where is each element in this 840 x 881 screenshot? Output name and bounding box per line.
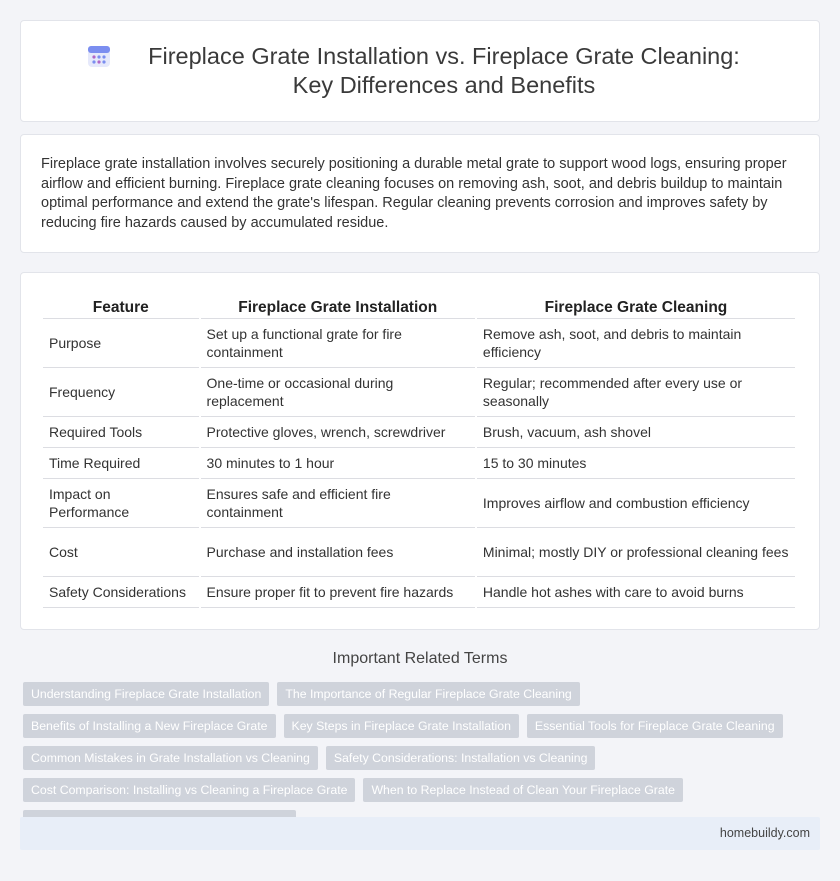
table-header-row [43,295,795,319]
page-title: Fireplace Grate Installation vs. Fireplace Grate Cleaning: Key Differences and Benefits [148,43,740,98]
related-terms-title: Important Related Terms [332,650,508,667]
row-installation: Ensures safe and efficient fire containment [201,479,475,528]
related-term-link[interactable]: Cost Comparison: Installing vs Cleaning a Fireplace Grate [23,778,355,802]
row-installation: Set up a functional grate for fire containment [201,319,475,368]
row-feature: Cost [43,528,199,577]
related-term-link[interactable]: Common Mistakes in Grate Installation vs Cleaning [23,746,318,770]
row-feature: Time Required [43,448,199,479]
row-installation: Protective gloves, wrench, screwdriver [201,417,475,448]
header-installation: Fireplace Grate Installation [201,295,475,319]
table-row [43,577,795,608]
table-row [43,368,795,417]
calendar-icon [86,43,112,69]
row-installation: Purchase and installation fees [201,528,475,577]
footer-site-name: homebuildy.com [719,826,810,840]
intro-card [20,134,820,253]
table-row [43,528,795,577]
header-cleaning: Fireplace Grate Cleaning [477,295,795,319]
row-installation: 30 minutes to 1 hour [201,448,475,479]
comparison-table-card [20,272,820,630]
row-feature: Safety Considerations [43,577,199,608]
row-installation: One-time or occasional during replacement [201,368,475,417]
related-term-link[interactable]: When to Replace Instead of Clean Your Fireplace Grate [363,778,683,802]
related-term-link[interactable]: The Importance of Regular Fireplace Grate Cleaning [277,682,579,706]
related-term-link[interactable]: Safety Considerations: Installation vs Cleaning [326,746,596,770]
header-card [20,20,820,122]
header-feature: Feature [43,295,199,319]
table-row [43,448,795,479]
footer [20,817,820,850]
table-row [43,479,795,528]
row-cleaning: Improves airflow and combustion efficiency [477,479,795,528]
related-terms-list [23,682,823,834]
row-cleaning: 15 to 30 minutes [477,448,795,479]
row-feature: Impact on Performance [43,479,199,528]
row-feature: Purpose [43,319,199,368]
row-cleaning: Brush, vacuum, ash shovel [477,417,795,448]
related-term-link[interactable]: Benefits of Installing a New Fireplace Grate [23,714,276,738]
intro-paragraph: Fireplace grate installation involves securely positioning a durable metal grate to support wood logs, ensuring proper airflow and efficient burning. Fireplace grate cleaning focuses on removing ash, soot, and debris buildup to maintain optimal performance and extend the grate's lifespan. Regular cleaning prevents corrosion and improves safety by reducing fire hazards caused by accumulated residue. [41,156,787,231]
row-feature: Frequency [43,368,199,417]
row-cleaning: Handle hot ashes with care to avoid burns [477,577,795,608]
row-cleaning: Remove ash, soot, and debris to maintain efficiency [477,319,795,368]
row-feature: Required Tools [43,417,199,448]
row-installation: Ensure proper fit to prevent fire hazards [201,577,475,608]
table-row [43,319,795,368]
table-row [43,417,795,448]
related-term-link[interactable]: Understanding Fireplace Grate Installation [23,682,269,706]
row-cleaning: Regular; recommended after every use or seasonally [477,368,795,417]
related-term-link[interactable]: Essential Tools for Fireplace Grate Cleaning [527,714,783,738]
comparison-table [41,295,797,608]
related-term-link[interactable]: Key Steps in Fireplace Grate Installation [284,714,519,738]
row-cleaning: Minimal; mostly DIY or professional cleaning fees [477,528,795,577]
